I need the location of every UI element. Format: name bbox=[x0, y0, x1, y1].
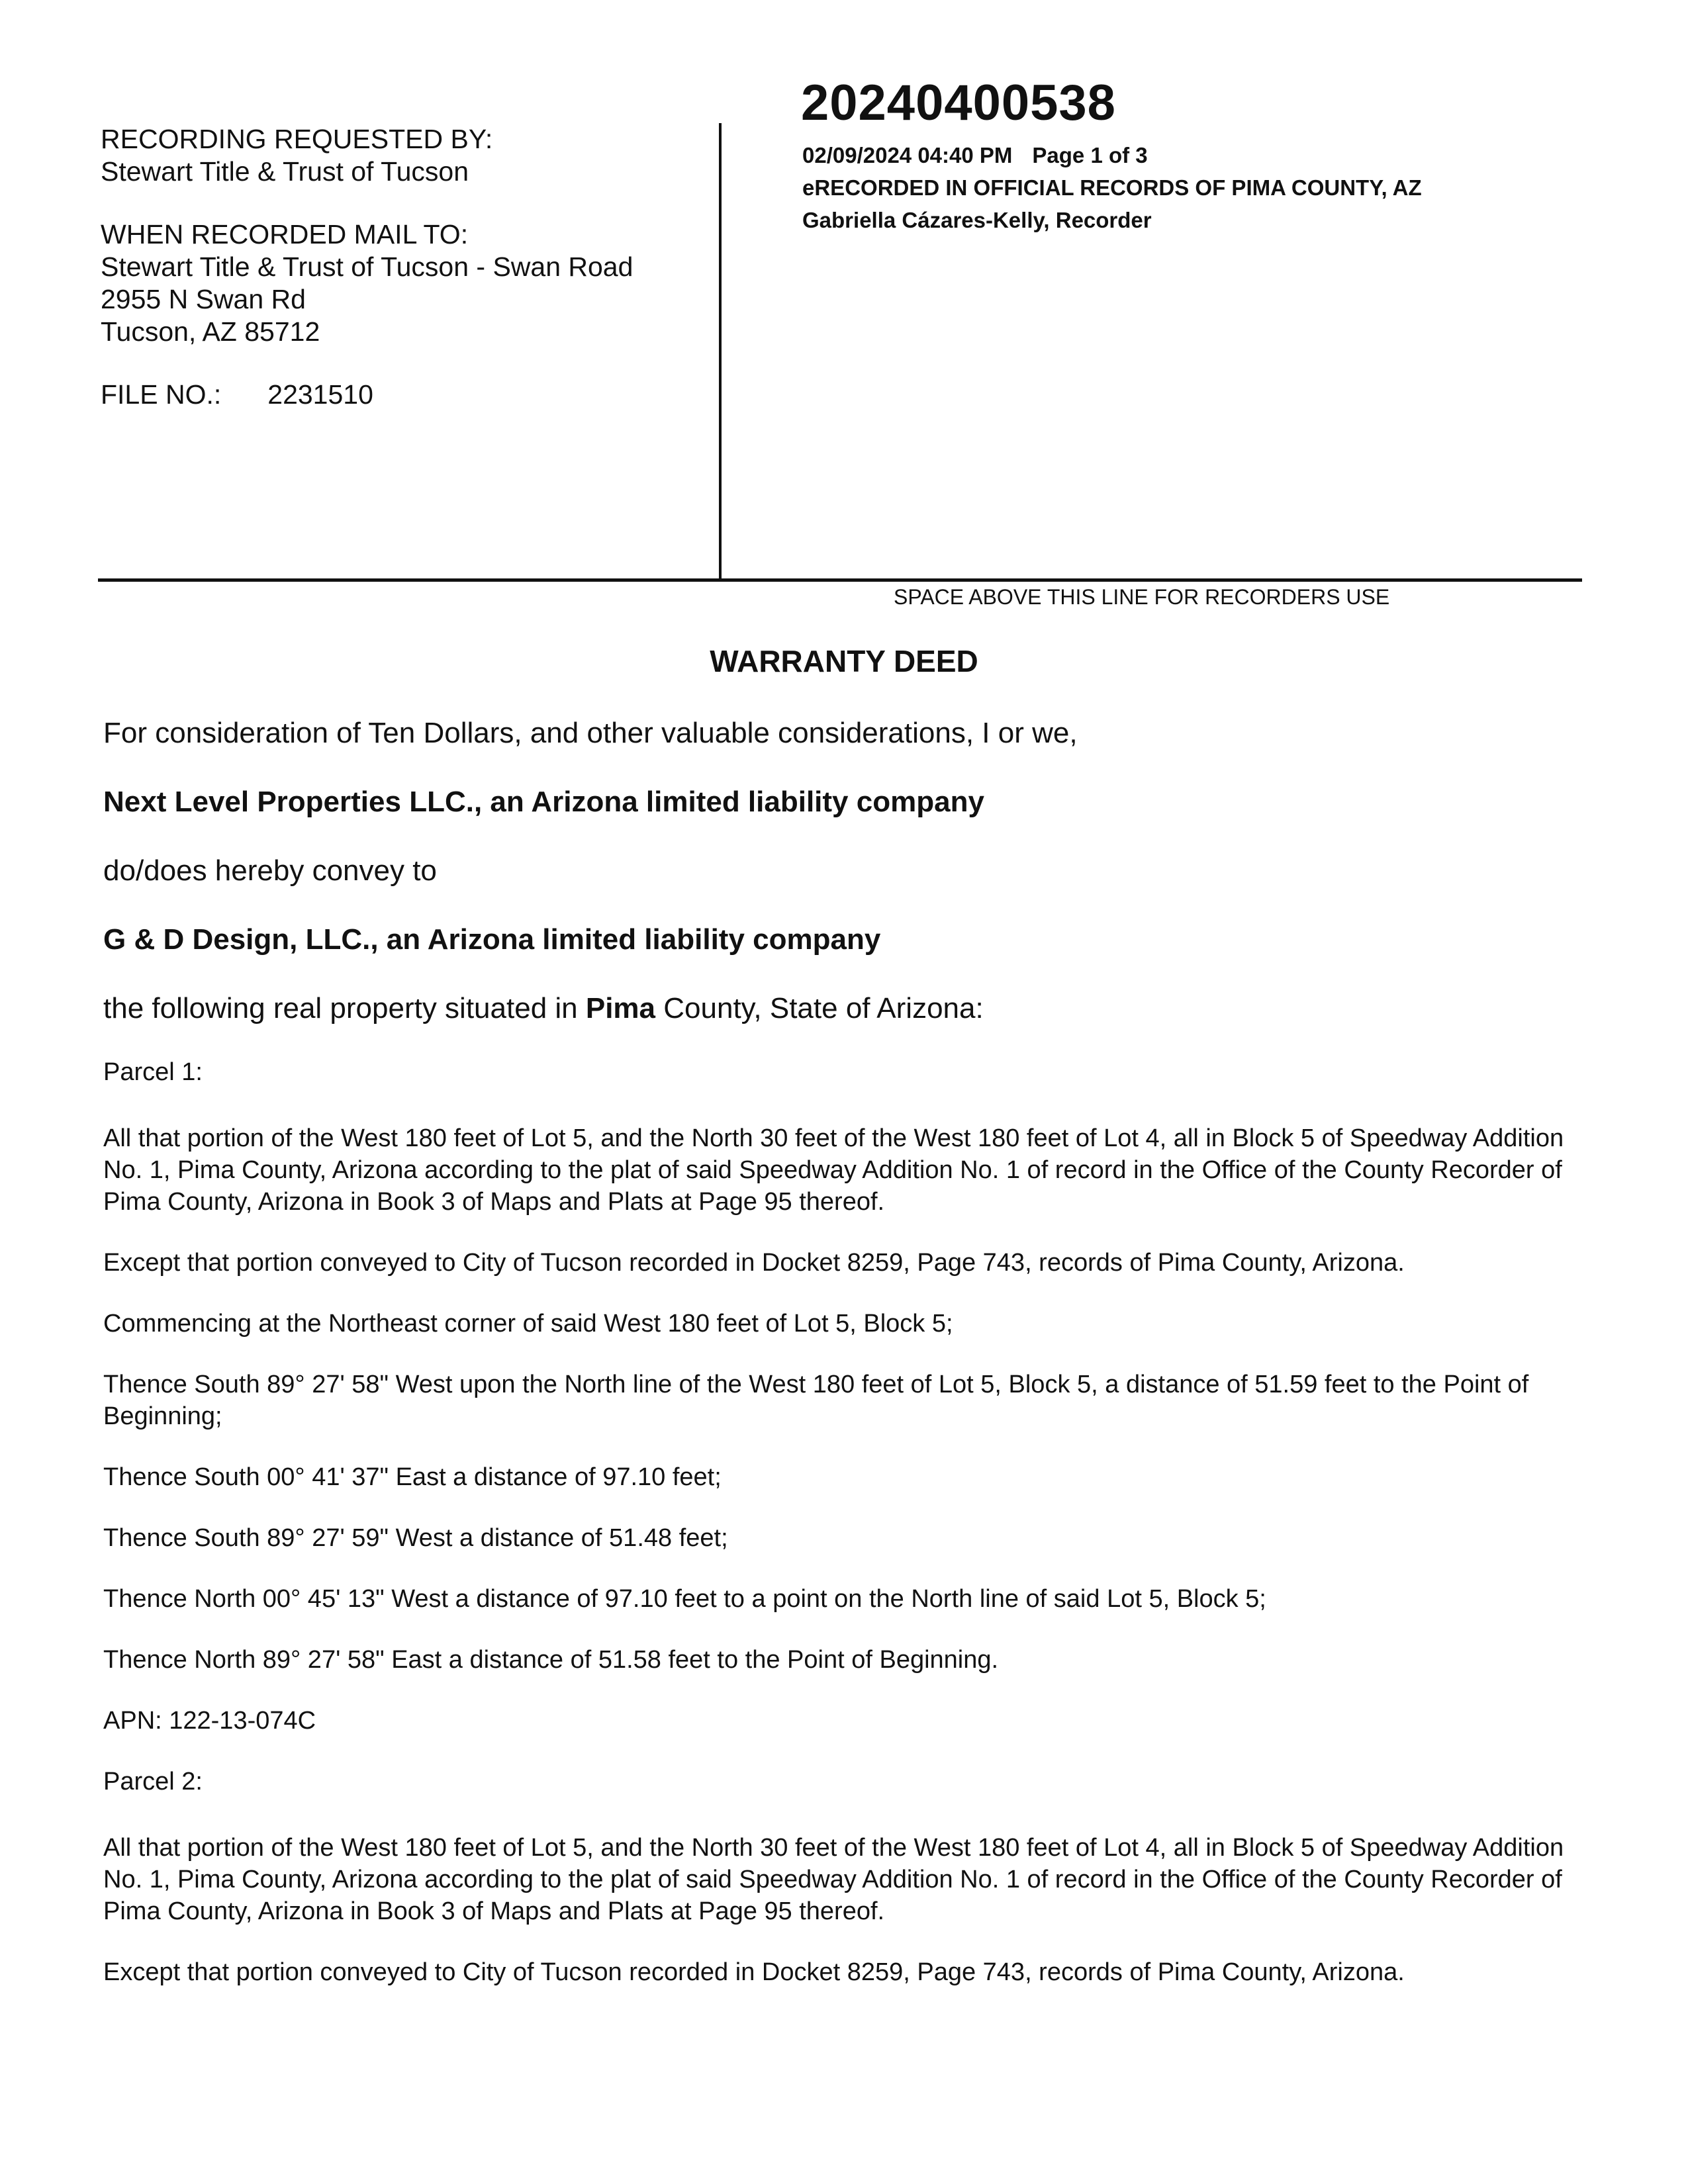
mail-to-line: 2955 N Swan Rd bbox=[101, 284, 306, 314]
header-vertical-divider bbox=[719, 123, 722, 581]
recording-number: 20240400538 bbox=[801, 75, 1116, 131]
mail-to-label: WHEN RECORDED MAIL TO: bbox=[101, 219, 469, 250]
parcel1-course: Thence South 00° 41' 37" East a distance of 97.10 feet; bbox=[103, 1463, 722, 1491]
parcel2-description: All that portion of the West 180 feet of Lot 5, and the North 30 feet of the West 180 feet of Lot 4, all in Block 5 of Speedway Addition No. 1, Pima County, Arizona according to the plat of said Speedway Addition No. 1 of record in the Office of the County Recorder of Pima County, Arizona in Book 3 of Maps and Plats at Page 95 thereof. bbox=[103, 1834, 1564, 1925]
parcel1-course: Thence South 89° 27' 59" West a distance of 51.48 feet; bbox=[103, 1524, 728, 1552]
document-title: WARRANTY DEED bbox=[710, 644, 978, 678]
recording-datetime-line bbox=[802, 139, 1422, 171]
parcel1-course: Thence North 00° 45' 13" West a distance of 97.10 feet to a point on the North line of said Lot 5, Block 5; bbox=[103, 1585, 1266, 1613]
recording-header-left bbox=[101, 123, 696, 411]
file-no-label: FILE NO.: bbox=[101, 379, 222, 410]
situated-clause: the following real property situated in Pima County, State of Arizona: bbox=[103, 992, 984, 1024]
grantor-name: Next Level Properties LLC., an Arizona limited liability company bbox=[103, 786, 984, 818]
parcel2-except: Except that portion conveyed to City of Tucson recorded in Docket 8259, Page 743, records of Pima County, Arizona. bbox=[103, 1958, 1405, 1986]
requested-by-value: Stewart Title & Trust of Tucson bbox=[101, 156, 469, 187]
requested-by-label: RECORDING REQUESTED BY: bbox=[101, 124, 493, 154]
space-above-note: SPACE ABOVE THIS LINE FOR RECORDERS USE bbox=[894, 585, 1390, 609]
grantee-name: G & D Design, LLC., an Arizona limited liability company bbox=[103, 923, 881, 956]
mail-to-line: Stewart Title & Trust of Tucson - Swan Road bbox=[101, 251, 633, 282]
convey-clause: do/does hereby convey to bbox=[103, 854, 437, 887]
parcel1-except: Except that portion conveyed to City of Tucson recorded in Docket 8259, Page 743, records of Pima County, Arizona. bbox=[103, 1249, 1405, 1277]
recording-page-info: Page 1 of 3 bbox=[1032, 143, 1148, 167]
recording-stamp bbox=[802, 139, 1422, 236]
parcel1-commencing: Commencing at the Northeast corner of said West 180 feet of Lot 5, Block 5; bbox=[103, 1310, 953, 1338]
mail-to-line: Tucson, AZ 85712 bbox=[101, 316, 320, 347]
recorder-name: Gabriella Cázares-Kelly, Recorder bbox=[802, 208, 1152, 232]
deed-body bbox=[103, 715, 1586, 1988]
parcel1-course: Thence South 89° 27' 58" West upon the North line of the West 180 feet of Lot 5, Block 5, a distance of 51.59 feet to the Point of Beginning; bbox=[103, 1371, 1529, 1430]
parcel1-course: Thence North 89° 27' 58" East a distance of 51.58 feet to the Point of Beginning. bbox=[103, 1646, 999, 1674]
recording-datetime: 02/09/2024 04:40 PM bbox=[802, 143, 1013, 167]
parcel1-label: Parcel 1: bbox=[103, 1058, 203, 1086]
parcel1-apn: APN: 122-13-074C bbox=[103, 1707, 316, 1735]
county-name: Pima bbox=[585, 992, 656, 1024]
parcel1-description: All that portion of the West 180 feet of Lot 5, and the North 30 feet of the West 180 feet of Lot 4, all in Block 5 of Speedway Addition No. 1, Pima County, Arizona according to the plat of said Speedway Addition No. 1 of record in the Office of the County Recorder of Pima County, Arizona in Book 3 of Maps and Plats at Page 95 thereof. bbox=[103, 1124, 1564, 1216]
consideration-clause: For consideration of Ten Dollars, and other valuable considerations, I or we, bbox=[103, 717, 1078, 749]
parcel2-label: Parcel 2: bbox=[103, 1768, 203, 1796]
file-no bbox=[101, 379, 696, 411]
erecorded-line: eRECORDED IN OFFICIAL RECORDS OF PIMA COUNTY, AZ bbox=[802, 175, 1422, 200]
recorder-space-line bbox=[98, 578, 1582, 582]
file-no-value: 2231510 bbox=[267, 379, 373, 410]
